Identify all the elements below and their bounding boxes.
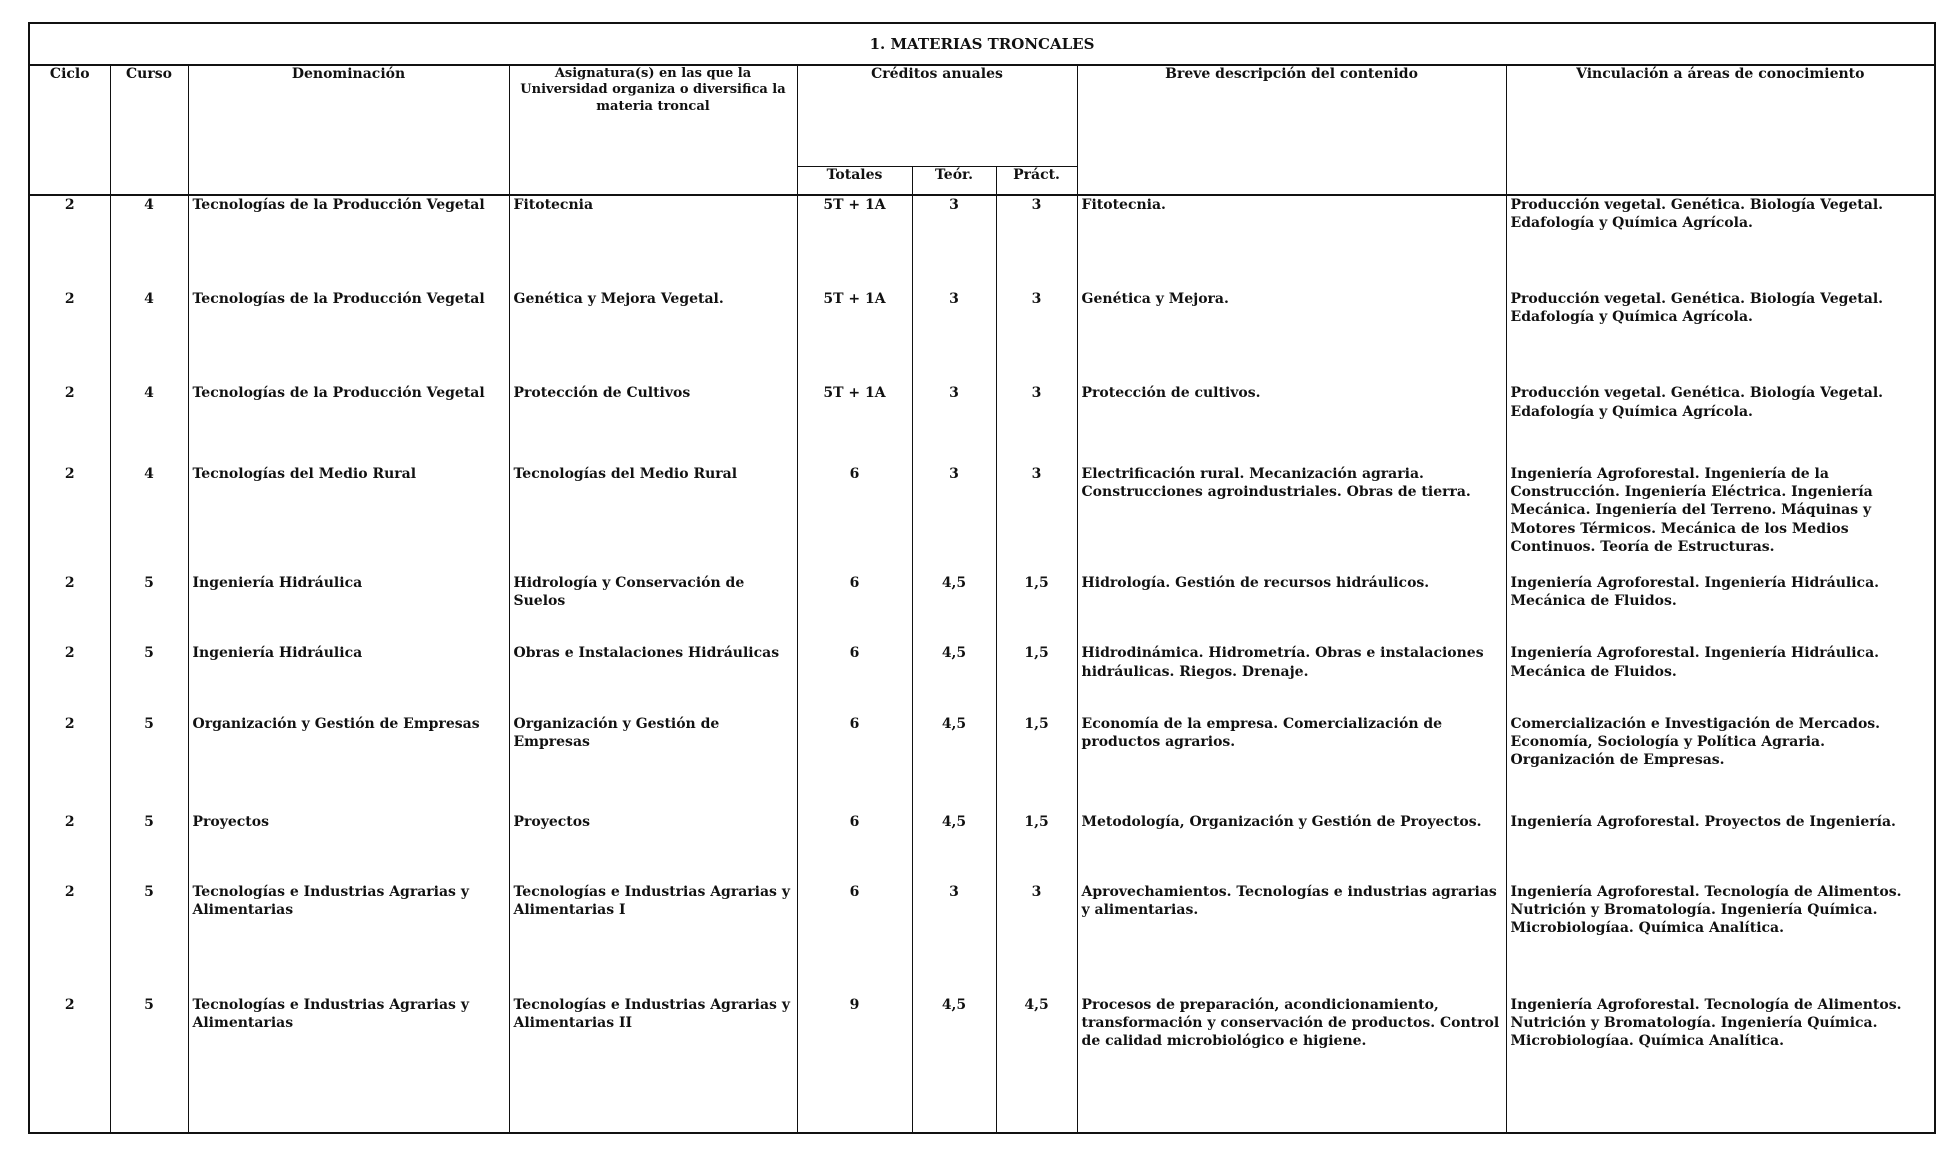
- cell-denominacion: Tecnologías de la Producción Vegetal: [188, 384, 509, 465]
- cell-curso: 4: [110, 195, 188, 290]
- table-row: [30, 996, 1934, 1132]
- cell-asignatura: Proyectos: [509, 813, 797, 884]
- cell-asignatura: Protección de Cultivos: [509, 384, 797, 465]
- cell-pract: 1,5: [996, 813, 1077, 884]
- cell-descripcion: Electrificación rural. Mecanización agraria. Construcciones agroindustriales. Obras de tierra.: [1077, 465, 1506, 574]
- cell-descripcion: Fitotecnia.: [1077, 195, 1506, 290]
- cell-totales: 6: [797, 883, 912, 996]
- cell-vinculacion: Ingeniería Agroforestal. Ingeniería de la Construcción. Ingeniería Eléctrica. Ingeniería Mecánica. Ingeniería del Terreno. Máquinas y Motores Térmicos. Mecánica de los Medios Continuos. Teoría de Estructuras.: [1506, 465, 1934, 574]
- table-body: [30, 195, 1934, 1132]
- cell-asignatura: Hidrología y Conservación de Suelos: [509, 574, 797, 645]
- cell-vinculacion: Ingeniería Agroforestal. Tecnología de Alimentos. Nutrición y Bromatología. Ingeniería Química. Microbiologíaa. Química Analítica.: [1506, 996, 1934, 1132]
- cell-asignatura: Tecnologías e Industrias Agrarias y Alimentarias I: [509, 883, 797, 996]
- cell-vinculacion: Producción vegetal. Genética. Biología Vegetal. Edafología y Química Agrícola.: [1506, 384, 1934, 465]
- table-row: [30, 715, 1934, 813]
- header-denominacion: Denominación: [188, 66, 509, 195]
- cell-ciclo: 2: [30, 290, 110, 385]
- cell-descripcion: Protección de cultivos.: [1077, 384, 1506, 465]
- cell-pract: 4,5: [996, 996, 1077, 1132]
- cell-asignatura: Genética y Mejora Vegetal.: [509, 290, 797, 385]
- cell-vinculacion: Ingeniería Agroforestal. Ingeniería Hidráulica. Mecánica de Fluidos.: [1506, 574, 1934, 645]
- cell-teor: 3: [912, 465, 996, 574]
- cell-descripcion: Genética y Mejora.: [1077, 290, 1506, 385]
- cell-ciclo: 2: [30, 384, 110, 465]
- cell-asignatura: Tecnologías e Industrias Agrarias y Alimentarias II: [509, 996, 797, 1132]
- cell-descripcion: Aprovechamientos. Tecnologías e industrias agrarias y alimentarias.: [1077, 883, 1506, 996]
- cell-vinculacion: Ingeniería Agroforestal. Proyectos de Ingeniería.: [1506, 813, 1934, 884]
- cell-totales: 5T + 1A: [797, 195, 912, 290]
- cell-curso: 5: [110, 813, 188, 884]
- cell-vinculacion: Producción vegetal. Genética. Biología Vegetal. Edafología y Química Agrícola.: [1506, 195, 1934, 290]
- cell-descripcion: Hidrodinámica. Hidrometría. Obras e instalaciones hidráulicas. Riegos. Drenaje.: [1077, 644, 1506, 715]
- cell-vinculacion: Producción vegetal. Genética. Biología Vegetal. Edafología y Química Agrícola.: [1506, 290, 1934, 385]
- cell-vinculacion: Ingeniería Agroforestal. Tecnología de Alimentos. Nutrición y Bromatología. Ingeniería Química. Microbiologíaa. Química Analítica.: [1506, 883, 1934, 996]
- header-descripcion: Breve descripción del contenido: [1077, 66, 1506, 195]
- cell-curso: 5: [110, 715, 188, 813]
- cell-pract: 1,5: [996, 644, 1077, 715]
- cell-curso: 4: [110, 465, 188, 574]
- cell-totales: 6: [797, 574, 912, 645]
- cell-denominacion: Tecnologías de la Producción Vegetal: [188, 195, 509, 290]
- cell-ciclo: 2: [30, 715, 110, 813]
- cell-denominacion: Tecnologías e Industrias Agrarias y Alimentarias: [188, 883, 509, 996]
- cell-totales: 9: [797, 996, 912, 1132]
- cell-denominacion: Tecnologías e Industrias Agrarias y Alimentarias: [188, 996, 509, 1132]
- cell-curso: 5: [110, 996, 188, 1132]
- table-row: [30, 813, 1934, 884]
- cell-pract: 3: [996, 465, 1077, 574]
- cell-teor: 4,5: [912, 715, 996, 813]
- cell-curso: 5: [110, 644, 188, 715]
- header-teor: Teór.: [912, 166, 996, 195]
- cell-pract: 3: [996, 883, 1077, 996]
- cell-denominacion: Ingeniería Hidráulica: [188, 574, 509, 645]
- cell-teor: 4,5: [912, 996, 996, 1132]
- cell-totales: 6: [797, 644, 912, 715]
- cell-curso: 4: [110, 384, 188, 465]
- cell-teor: 3: [912, 384, 996, 465]
- cell-teor: 3: [912, 290, 996, 385]
- table-row: [30, 644, 1934, 715]
- cell-teor: 3: [912, 195, 996, 290]
- table-row: [30, 465, 1934, 574]
- table-row: [30, 290, 1934, 385]
- cell-asignatura: Obras e Instalaciones Hidráulicas: [509, 644, 797, 715]
- cell-pract: 3: [996, 384, 1077, 465]
- cell-ciclo: 2: [30, 996, 110, 1132]
- cell-totales: 6: [797, 813, 912, 884]
- table-row: [30, 574, 1934, 645]
- cell-totales: 6: [797, 715, 912, 813]
- cell-denominacion: Ingeniería Hidráulica: [188, 644, 509, 715]
- cell-descripcion: Economía de la empresa. Comercialización de productos agrarios.: [1077, 715, 1506, 813]
- cell-ciclo: 2: [30, 883, 110, 996]
- cell-descripcion: Procesos de preparación, acondicionamiento, transformación y conservación de productos. Control de calidad microbiológico e higiene.: [1077, 996, 1506, 1132]
- cell-curso: 5: [110, 883, 188, 996]
- cell-pract: 1,5: [996, 715, 1077, 813]
- cell-teor: 4,5: [912, 574, 996, 645]
- cell-denominacion: Tecnologías del Medio Rural: [188, 465, 509, 574]
- cell-denominacion: Organización y Gestión de Empresas: [188, 715, 509, 813]
- table-title: 1. MATERIAS TRONCALES: [30, 24, 1934, 66]
- cell-descripcion: Metodología, Organización y Gestión de Proyectos.: [1077, 813, 1506, 884]
- cell-ciclo: 2: [30, 813, 110, 884]
- header-asignatura: Asignatura(s) en las que la Universidad organiza o diversifica la materia troncal: [509, 66, 797, 195]
- cell-pract: 3: [996, 290, 1077, 385]
- table-row: [30, 883, 1934, 996]
- cell-curso: 5: [110, 574, 188, 645]
- cell-totales: 5T + 1A: [797, 384, 912, 465]
- cell-ciclo: 2: [30, 465, 110, 574]
- cell-teor: 4,5: [912, 813, 996, 884]
- materias-table: [30, 66, 1934, 1132]
- cell-pract: 1,5: [996, 574, 1077, 645]
- cell-ciclo: 2: [30, 574, 110, 645]
- cell-denominacion: Tecnologías de la Producción Vegetal: [188, 290, 509, 385]
- header-vinculacion: Vinculación a áreas de conocimiento: [1506, 66, 1934, 195]
- cell-vinculacion: Comercialización e Investigación de Mercados. Economía, Sociología y Política Agraria. Organización de Empresas.: [1506, 715, 1934, 813]
- cell-curso: 4: [110, 290, 188, 385]
- cell-pract: 3: [996, 195, 1077, 290]
- cell-asignatura: Tecnologías del Medio Rural: [509, 465, 797, 574]
- cell-totales: 6: [797, 465, 912, 574]
- table-row: [30, 195, 1934, 290]
- cell-descripcion: Hidrología. Gestión de recursos hidráulicos.: [1077, 574, 1506, 645]
- table-row: [30, 384, 1934, 465]
- cell-ciclo: 2: [30, 195, 110, 290]
- cell-teor: 3: [912, 883, 996, 996]
- header-totales: Totales: [797, 166, 912, 195]
- cell-asignatura: Organización y Gestión de Empresas: [509, 715, 797, 813]
- header-pract: Práct.: [996, 166, 1077, 195]
- cell-teor: 4,5: [912, 644, 996, 715]
- cell-ciclo: 2: [30, 644, 110, 715]
- header-ciclo: Ciclo: [30, 66, 110, 195]
- cell-denominacion: Proyectos: [188, 813, 509, 884]
- header-creditos: Créditos anuales: [797, 66, 1077, 166]
- cell-vinculacion: Ingeniería Agroforestal. Ingeniería Hidráulica. Mecánica de Fluidos.: [1506, 644, 1934, 715]
- cell-asignatura: Fitotecnia: [509, 195, 797, 290]
- header-curso: Curso: [110, 66, 188, 195]
- document-sheet: [28, 22, 1936, 1134]
- cell-totales: 5T + 1A: [797, 290, 912, 385]
